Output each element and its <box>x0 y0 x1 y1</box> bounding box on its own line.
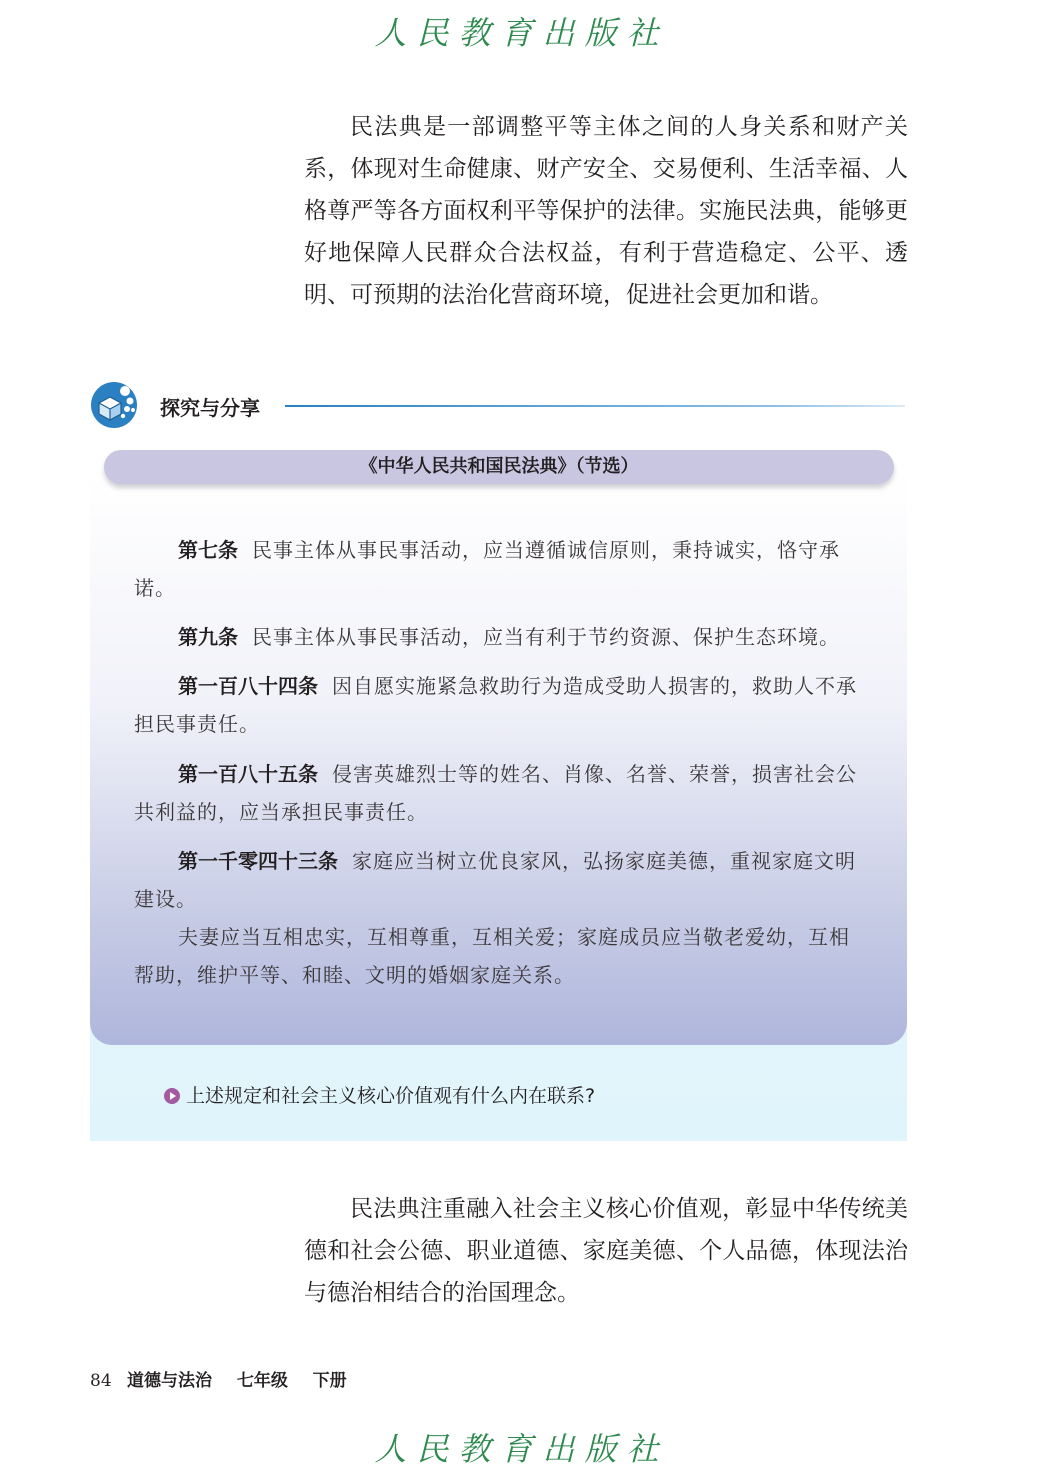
article-number: 第七条 <box>178 538 238 562</box>
page-footer <box>90 1366 347 1391</box>
article-number: 第一千零四十三条 <box>178 849 338 873</box>
section-divider <box>285 405 905 407</box>
excerpt-banner: 《中华人民共和国民法典》（节选） <box>104 450 894 484</box>
article-1043 <box>134 842 862 918</box>
section-header <box>90 381 905 431</box>
article-185 <box>134 755 862 831</box>
cube-bubbles-icon <box>90 381 138 429</box>
article-number: 第九条 <box>178 625 238 649</box>
article-9 <box>134 618 862 656</box>
section-title: 探究与分享 <box>160 396 260 420</box>
intro-paragraph: 民法典是一部调整平等主体之间的人身关系和财产关系，体现对生命健康、财产安全、交易便利、生活幸福、人格尊严等各方面权利平等保护的法律。实施民法典，能够更好地保障人民群众合法权益，有利于营造稳定、公平、透明、可预期的法治化营商环境，促进社会更加和谐。 <box>304 114 908 308</box>
article-7 <box>134 531 862 607</box>
article-text: 民事主体从事民事活动，应当有利于节约资源、保护生态环境。 <box>252 625 840 649</box>
play-circle-icon <box>164 1088 180 1104</box>
grade-label: 七年级 <box>236 1371 288 1391</box>
article-text: 因自愿实施紧急救助行为造成受助人损害的，救助人不承担民事责任。 <box>134 674 857 736</box>
article-text: 家庭应当树立优良家风，弘扬家庭美德，重视家庭文明建设。 <box>134 849 856 911</box>
question-text: 上述规定和社会主义核心价值观有什么内在联系? <box>186 1085 596 1107</box>
article-number: 第一百八十五条 <box>178 762 318 786</box>
article-1043-continuation: 夫妻应当互相忠实，互相尊重，互相关爱；家庭成员应当敬老爱幼，互相帮助，维护平等、和睦、文明的婚姻家庭关系。 <box>134 925 850 987</box>
volume-label: 下册 <box>312 1371 347 1391</box>
article-number: 第一百八十四条 <box>178 674 318 698</box>
article-184 <box>134 667 862 743</box>
article-text: 民事主体从事民事活动，应当遵循诚信原则，秉持诚实，恪守承诺。 <box>134 538 840 600</box>
publisher-watermark-top: 人民教育出版社 <box>374 14 669 52</box>
conclusion-paragraph: 民法典注重融入社会主义核心价值观，彰显中华传统美德和社会公德、职业道德、家庭美德、个人品德，体现法治与德治相结合的治国理念。 <box>304 1196 908 1306</box>
publisher-watermark-bottom: 人民教育出版社 <box>374 1430 669 1468</box>
discussion-question <box>164 1081 595 1108</box>
book-title: 道德与法治 <box>127 1371 213 1391</box>
page-number: 84 <box>90 1371 112 1391</box>
article-text: 侵害英雄烈士等的姓名、肖像、名誉、荣誉，损害社会公共利益的，应当承担民事责任。 <box>134 762 857 824</box>
